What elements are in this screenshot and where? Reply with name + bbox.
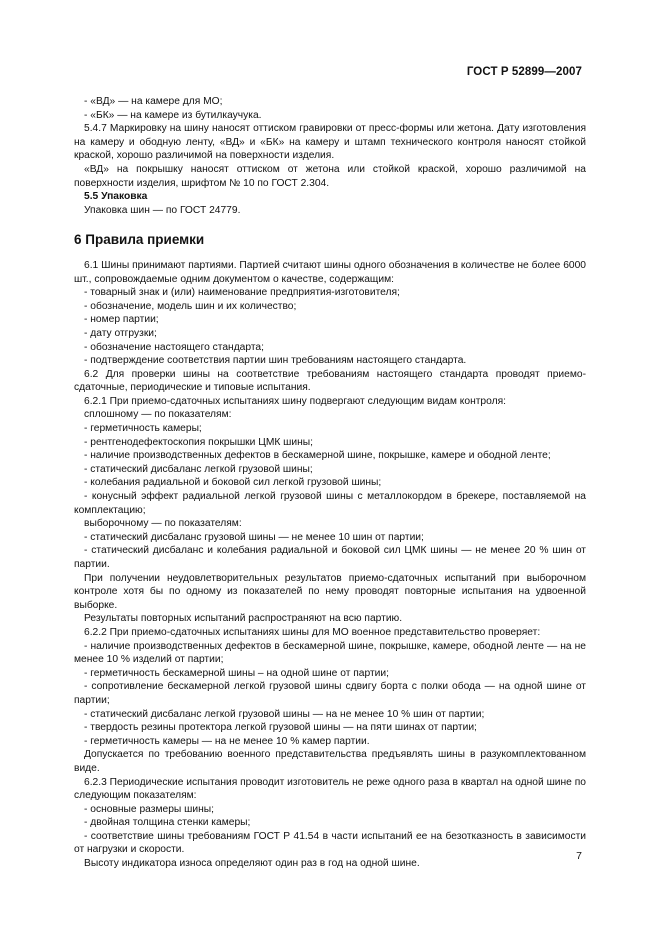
list-item: - двойная толщина стенки камеры; (84, 817, 251, 829)
list-item: - наличие производственных дефектов в бескамерной шине, покрышке, камере и ободной ленте; (84, 450, 551, 462)
paragraph: сплошному — по показателям: (84, 409, 232, 421)
paragraph: Допускается по требованию военного представительства предъявлять шины в разукомплектованном виде. (74, 749, 586, 774)
paragraph: «ВД» на покрышку наносят оттиском от жетона или стойкой краской, хорошо различимой на поверхности изделия, шрифтом № 10 по ГОСТ 2.304. (74, 163, 586, 189)
list-item: - основные размеры шины; (84, 803, 214, 815)
paragraph: 6.2.1 При приемо-сдаточных испытаниях шину подвергают следующим видам контроля: (84, 395, 506, 407)
paragraph: 6.1 Шины принимают партиями. Партией считают шины одного обозначения в количестве не более 6000 шт., сопровождаемые одним документом о качестве, содержащим: (74, 259, 586, 285)
list-item: - «ВД» — на камере для МО; (84, 96, 223, 107)
section-heading: 6 Правила приемки (74, 232, 205, 248)
list-item: - твердость резины протектора легкой грузовой шины — на пяти шинах от партии; (84, 722, 477, 734)
paragraph: Упаковка шин — по ГОСТ 24779. (84, 204, 241, 216)
list-item: - подтверждение соответствия партии шин требованиям настоящего стандарта. (84, 355, 467, 367)
list-item: - герметичность камеры — на не менее 10 % камер партии. (84, 735, 370, 747)
paragraph: При получении неудовлетворительных результатов приемо-сдаточных испытаний при выборочном контроле хотя бы по одному из показателей по нему проводят повторные испытания на удвоенной выборке. (74, 572, 586, 611)
list-item: - статический дисбаланс грузовой шины — не менее 10 шин от партии; (84, 531, 424, 543)
page-body (74, 95, 586, 871)
list-item: - «БК» — на камере из бутилкаучука. (84, 109, 262, 121)
list-item: - герметичность бескамерной шины – на одной шине от партии; (84, 667, 389, 679)
subsection-heading: 5.5 Упаковка (84, 191, 148, 203)
paragraph: Результаты повторных испытаний распространяют на всю партию. (84, 613, 403, 625)
list-item: - наличие производственных дефектов в бескамерной шине, покрышке, камере, ободной ленте — на не менее 10 % изделий от партии; (74, 640, 586, 666)
list-item: - товарный знак и (или) наименование предприятия-изготовителя; (84, 287, 400, 299)
list-item: - конусный эффект радиальной легкой грузовой шины с металлокордом в брекере, поставляемой на комплектацию; (74, 491, 586, 516)
list-item: - сопротивление бескамерной легкой грузовой шины сдвигу борта с полки обода — на одной шине от партии; (74, 681, 586, 706)
list-item: - соответствие шины требованиям ГОСТ Р 41.54 в части испытаний ее на безотказность в зависимости от нагрузки и скорости. (74, 830, 586, 856)
list-item: - номер партии; (84, 314, 159, 326)
list-item: - рентгенодефектоскопия покрышки ЦМК шины; (84, 436, 314, 448)
paragraph: 5.4.7 Маркировку на шину наносят оттиском гравировки от пресс-формы или жетона. Дату изготовления на камеру и ободную ленту, «ВД» и «БК» на камеру и штамп технического контроля наносят стойкой краской, хорошо различимой на поверхности изделия. (74, 123, 586, 162)
list-item: - герметичность камеры; (84, 423, 202, 435)
list-item: - статический дисбаланс и колебания радиальной и боковой сил ЦМК шины — не менее 20 % шин от партии. (74, 545, 586, 570)
paragraph: 6.2.3 Периодические испытания проводит изготовитель не реже одного раза в квартал на одной шине по следующим показателям: (74, 776, 586, 802)
list-item: - статический дисбаланс легкой грузовой шины — на не менее 10 % шин от партии; (84, 708, 485, 720)
list-item: - дату отгрузки; (84, 327, 157, 339)
document-header: ГОСТ Р 52899—2007 (466, 66, 582, 78)
paragraph: Высоту индикатора износа определяют один раз в год на одной шине. (84, 858, 420, 870)
paragraph: 6.2 Для проверки шины на соответствие требованиям настоящего стандарта проводят приемо-сдаточные, периодические и типовые испытания. (74, 368, 586, 394)
list-item: - статический дисбаланс легкой грузовой шины; (84, 463, 313, 475)
page-number: 7 (576, 850, 582, 862)
section-5-tail (74, 95, 586, 217)
section-6-body (74, 259, 586, 871)
list-item: - колебания радиальной и боковой сил легкой грузовой шины; (84, 477, 382, 489)
list-item: - обозначение настоящего стандарта; (84, 341, 264, 353)
list-item: - обозначение, модель шин и их количество; (84, 300, 297, 312)
paragraph: выборочному — по показателям: (84, 518, 242, 530)
paragraph: 6.2.2 При приемо-сдаточных испытаниях шины для МО военное представительство проверяет: (84, 626, 541, 638)
